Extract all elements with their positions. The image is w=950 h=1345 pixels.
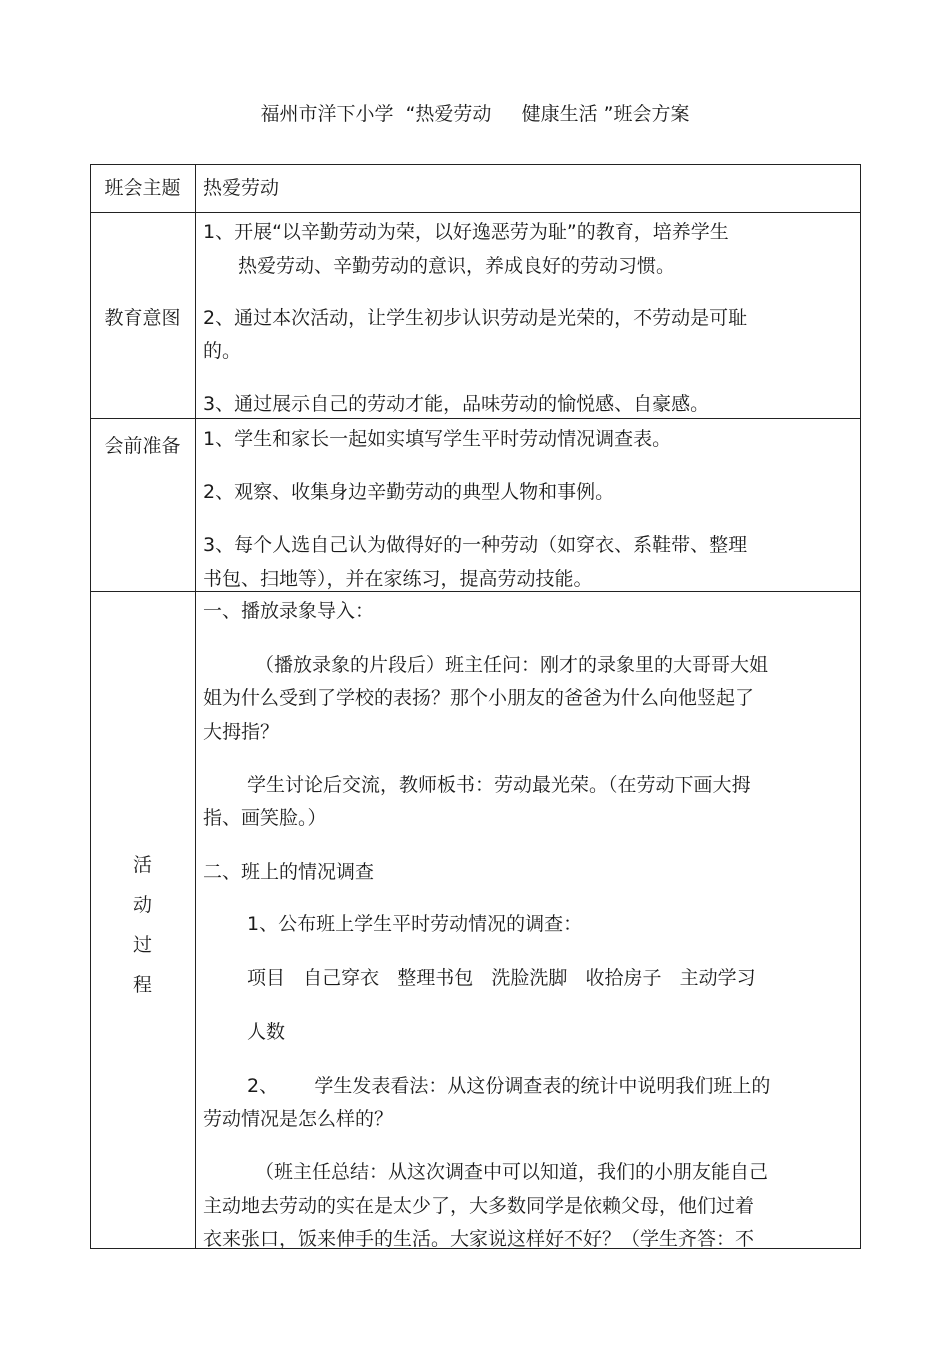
process-label: [90, 845, 195, 1005]
process-content: [196, 592, 860, 1248]
prep-line-2: 2、观察、收集身边辛勤劳动的典型人物和事例。: [203, 481, 615, 503]
process-line: 姐为什么受到了学校的表扬？那个小朋友的爸爸为什么向他竖起了: [203, 687, 755, 709]
intent-line-4: 的。: [203, 340, 242, 362]
intent-line-1: 1、开展“以辛勤劳动为荣，以好逸恶劳为耻”的教育，培养学生: [203, 221, 729, 243]
process-line: 大拇指？: [203, 721, 280, 743]
process-label-char: 动: [132, 894, 152, 916]
theme-label: 班会主题: [104, 177, 181, 199]
intent-line-5: 3、通过展示自己的劳动才能，品味劳动的愉悦感、自豪感。: [203, 393, 710, 415]
prep-line-4: 书包、扫地等），并在家练习，提高劳动技能。: [203, 568, 593, 590]
theme-value: 热爱劳动: [203, 177, 280, 199]
process-line: 衣来张口，饭来伸手的生活。大家说这样好不好？（学生齐答：不: [203, 1228, 755, 1248]
process-label-char: 活: [132, 854, 152, 876]
process-line: 人数: [247, 1021, 286, 1043]
process-line: 1、公布班上学生平时劳动情况的调查：: [247, 913, 583, 935]
process-line: 2、 学生发表看法：从这份调查表的统计中说明我们班上的: [247, 1075, 771, 1097]
process-line: （班主任总结：从这次调查中可以知道，我们的小朋友能自己: [255, 1161, 769, 1183]
process-line: 指、画笑脸。）: [203, 807, 327, 829]
process-line: 一、播放录象导入：: [203, 600, 375, 622]
process-line: （播放录象的片段后）班主任问：刚才的录象里的大哥哥大姐: [255, 654, 769, 676]
process-line: 二、班上的情况调查: [203, 861, 375, 883]
process-label-char: 过: [132, 934, 152, 956]
process-label-char: 程: [132, 974, 152, 996]
intent-line-3: 2、通过本次活动，让学生初步认识劳动是光荣的，不劳动是可耻: [203, 307, 748, 329]
process-line: 主动地去劳动的实在是太少了，大多数同学是依赖父母，他们过着: [203, 1195, 755, 1217]
page-title: 福州市洋下小学 “热爱劳动 健康生活 ”班会方案: [260, 103, 690, 125]
process-line: 学生讨论后交流，教师板书：劳动最光荣。（在劳动下画大拇: [247, 774, 751, 796]
row-divider-theme: [90, 212, 861, 213]
process-line: 项目 自己穿衣 整理书包 洗脸洗脚 收拾房子 主动学习: [247, 967, 756, 989]
intent-label: 教育意图: [104, 307, 181, 329]
prep-line-1: 1、学生和家长一起如实填写学生平时劳动情况调查表。: [203, 428, 672, 450]
prep-line-3: 3、每个人选自己认为做得好的一种劳动（如穿衣、系鞋带、整理: [203, 534, 748, 556]
prep-label: 会前准备: [104, 435, 181, 457]
process-line: 劳动情况是怎么样的？: [203, 1108, 394, 1130]
intent-line-2: 热爱劳动、辛勤劳动的意识，养成良好的劳动习惯。: [238, 255, 676, 277]
